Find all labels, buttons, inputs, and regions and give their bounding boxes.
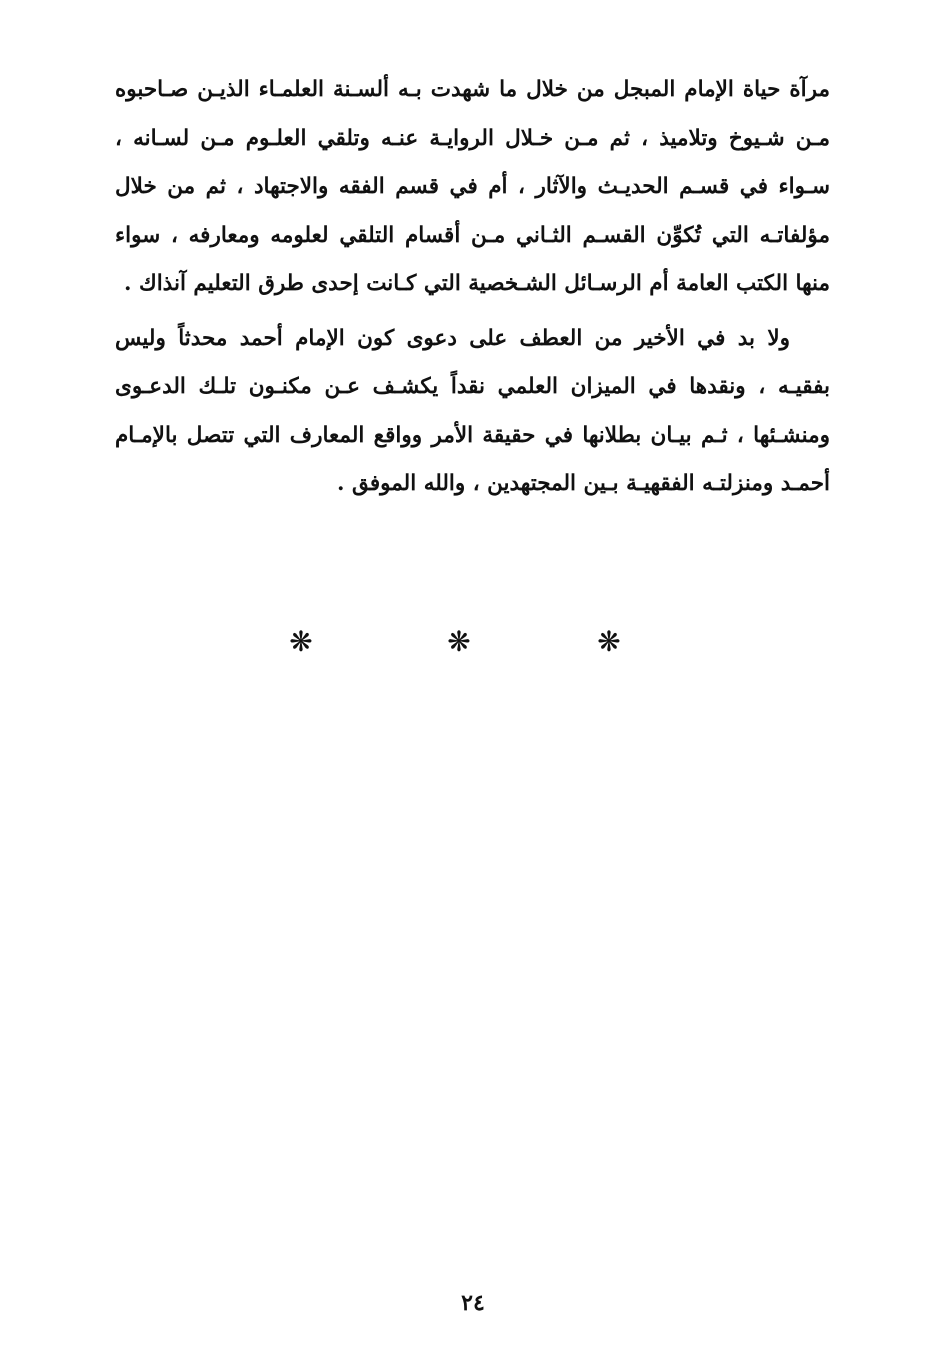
page-number: ٢٤ xyxy=(461,1290,485,1316)
paragraph-1: مرآة حياة الإمام المبجل من خلال ما شهدت بـه ألسـنة العلمـاء الذيـن صـاحبوه مـن شـيوخ وتلاميذ ، ثم مـن خـلال الروايـة عنـه وتلقي العلـوم مـن لسـانه ، سـواء في قسـم الحديـث والآثار ، أم في قسم الفقه والاجتهاد ، ثم من خلال مؤلفاتـه التي تُكوِّن القسـم الثـاني مـن أقسام التلقي لعلومه ومعارفه ، سواء منها الكتب العامة أم الرسـائل الشـخصية التي كـانت إحدى طرق التعليم آنذاك . xyxy=(115,77,830,296)
asterism-icon: ❋ xyxy=(289,625,313,658)
paragraph-2: ولا بد في الأخير من العطف على دعوى كون الإمام أحمد محدثاً وليس بفقيـه ، ونقدها في الميزان العلمي نقداً يكشـف عـن مكنـون تلـك الدعـوى ومنشـئها ، ثـم بيـان بطلانها في حقيقة الأمر وواقع المعارف التي تتصل بالإمـام أحمـد ومنزلتـه الفقهيـة بـين المجتهدين ، والله الموفق . xyxy=(115,325,830,496)
body-text xyxy=(115,66,830,509)
section-separator xyxy=(0,622,946,662)
asterism-icon: ❋ xyxy=(447,625,471,658)
asterism-icon: ❋ xyxy=(597,625,621,658)
